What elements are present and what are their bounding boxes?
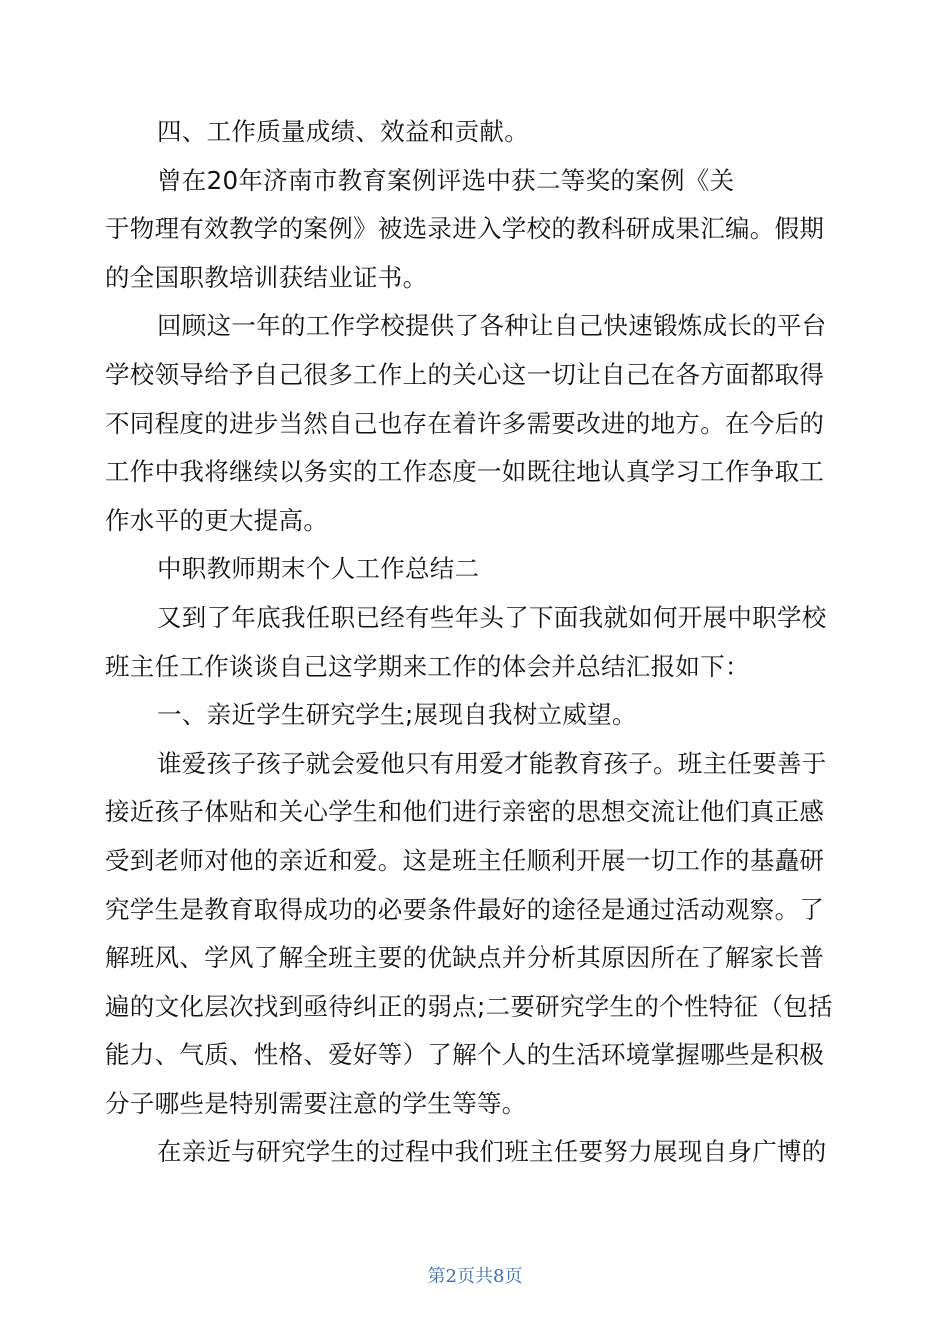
paragraph-line: 不同程度的进步当然自己也存在着许多需要改进的地方。在今后的 [105, 408, 825, 438]
paragraph-line: 接近孩子体贴和关心学生和他们进行亲密的思想交流让他们真正感 [105, 797, 825, 827]
paragraph-line: 又到了年底我任职已经有些年头了下面我就如何开展中职学校 [157, 602, 827, 632]
paragraph-line: 学校领导给予自己很多工作上的关心这一切让自己在各方面都取得 [105, 359, 825, 389]
paragraph-line: 回顾这一年的工作学校提供了各种让自己快速锻炼成长的平台 [157, 311, 827, 341]
paragraph-line: 究学生是教育取得成功的必要条件最好的途径是通过活动观察。了 [105, 894, 825, 924]
subtitle-line: 中职教师期末个人工作总结二 [157, 554, 480, 584]
paragraph-line: 遍的文化层次找到亟待纠正的弱点;二要研究学生的个性特征（包括 [105, 991, 833, 1021]
page-number-footer: 第2页共8页 [427, 1266, 523, 1287]
paragraph-line: 工作中我将继续以务实的工作态度一如既往地认真学习工作争取工 [105, 457, 825, 487]
paragraph-line: 的全国职教培训获结业证书。 [105, 262, 428, 292]
paragraph-line: 谁爱孩子孩子就会爱他只有用爱才能教育孩子。班主任要善于 [157, 748, 827, 778]
section-heading: 四、工作质量成绩、效益和贡献。 [157, 117, 529, 146]
paragraph-line: 受到老师对他的亲近和爱。这是班主任顺利开展一切工作的基矗研 [105, 845, 825, 875]
paragraph-line: 在亲近与研究学生的过程中我们班主任要努力展现自身广博的 [157, 1137, 827, 1167]
paragraph-line: 曾在20年济南市教育案例评选中获二等奖的案例《关 [157, 165, 735, 195]
document-body [105, 108, 840, 1177]
section-heading: 一、亲近学生研究学生;展现自我树立威望。 [157, 700, 637, 730]
paragraph-line: 于物理有效教学的案例》被选录进入学校的教科研成果汇编。假期 [105, 214, 825, 244]
paragraph-line: 解班风、学风了解全班主要的优缺点并分析其原因所在了解家长普 [105, 943, 825, 973]
paragraph-line: 能力、气质、性格、爱好等）了解个人的生活环境掌握哪些是积极 [105, 1040, 825, 1070]
paragraph-line: 分子哪些是特别需要注意的学生等等。 [105, 1088, 527, 1118]
paragraph-line: 作水平的更大提高。 [105, 505, 329, 535]
paragraph-line: 班主任工作谈谈自己这学期来工作的体会并总结汇报如下： [105, 651, 750, 681]
